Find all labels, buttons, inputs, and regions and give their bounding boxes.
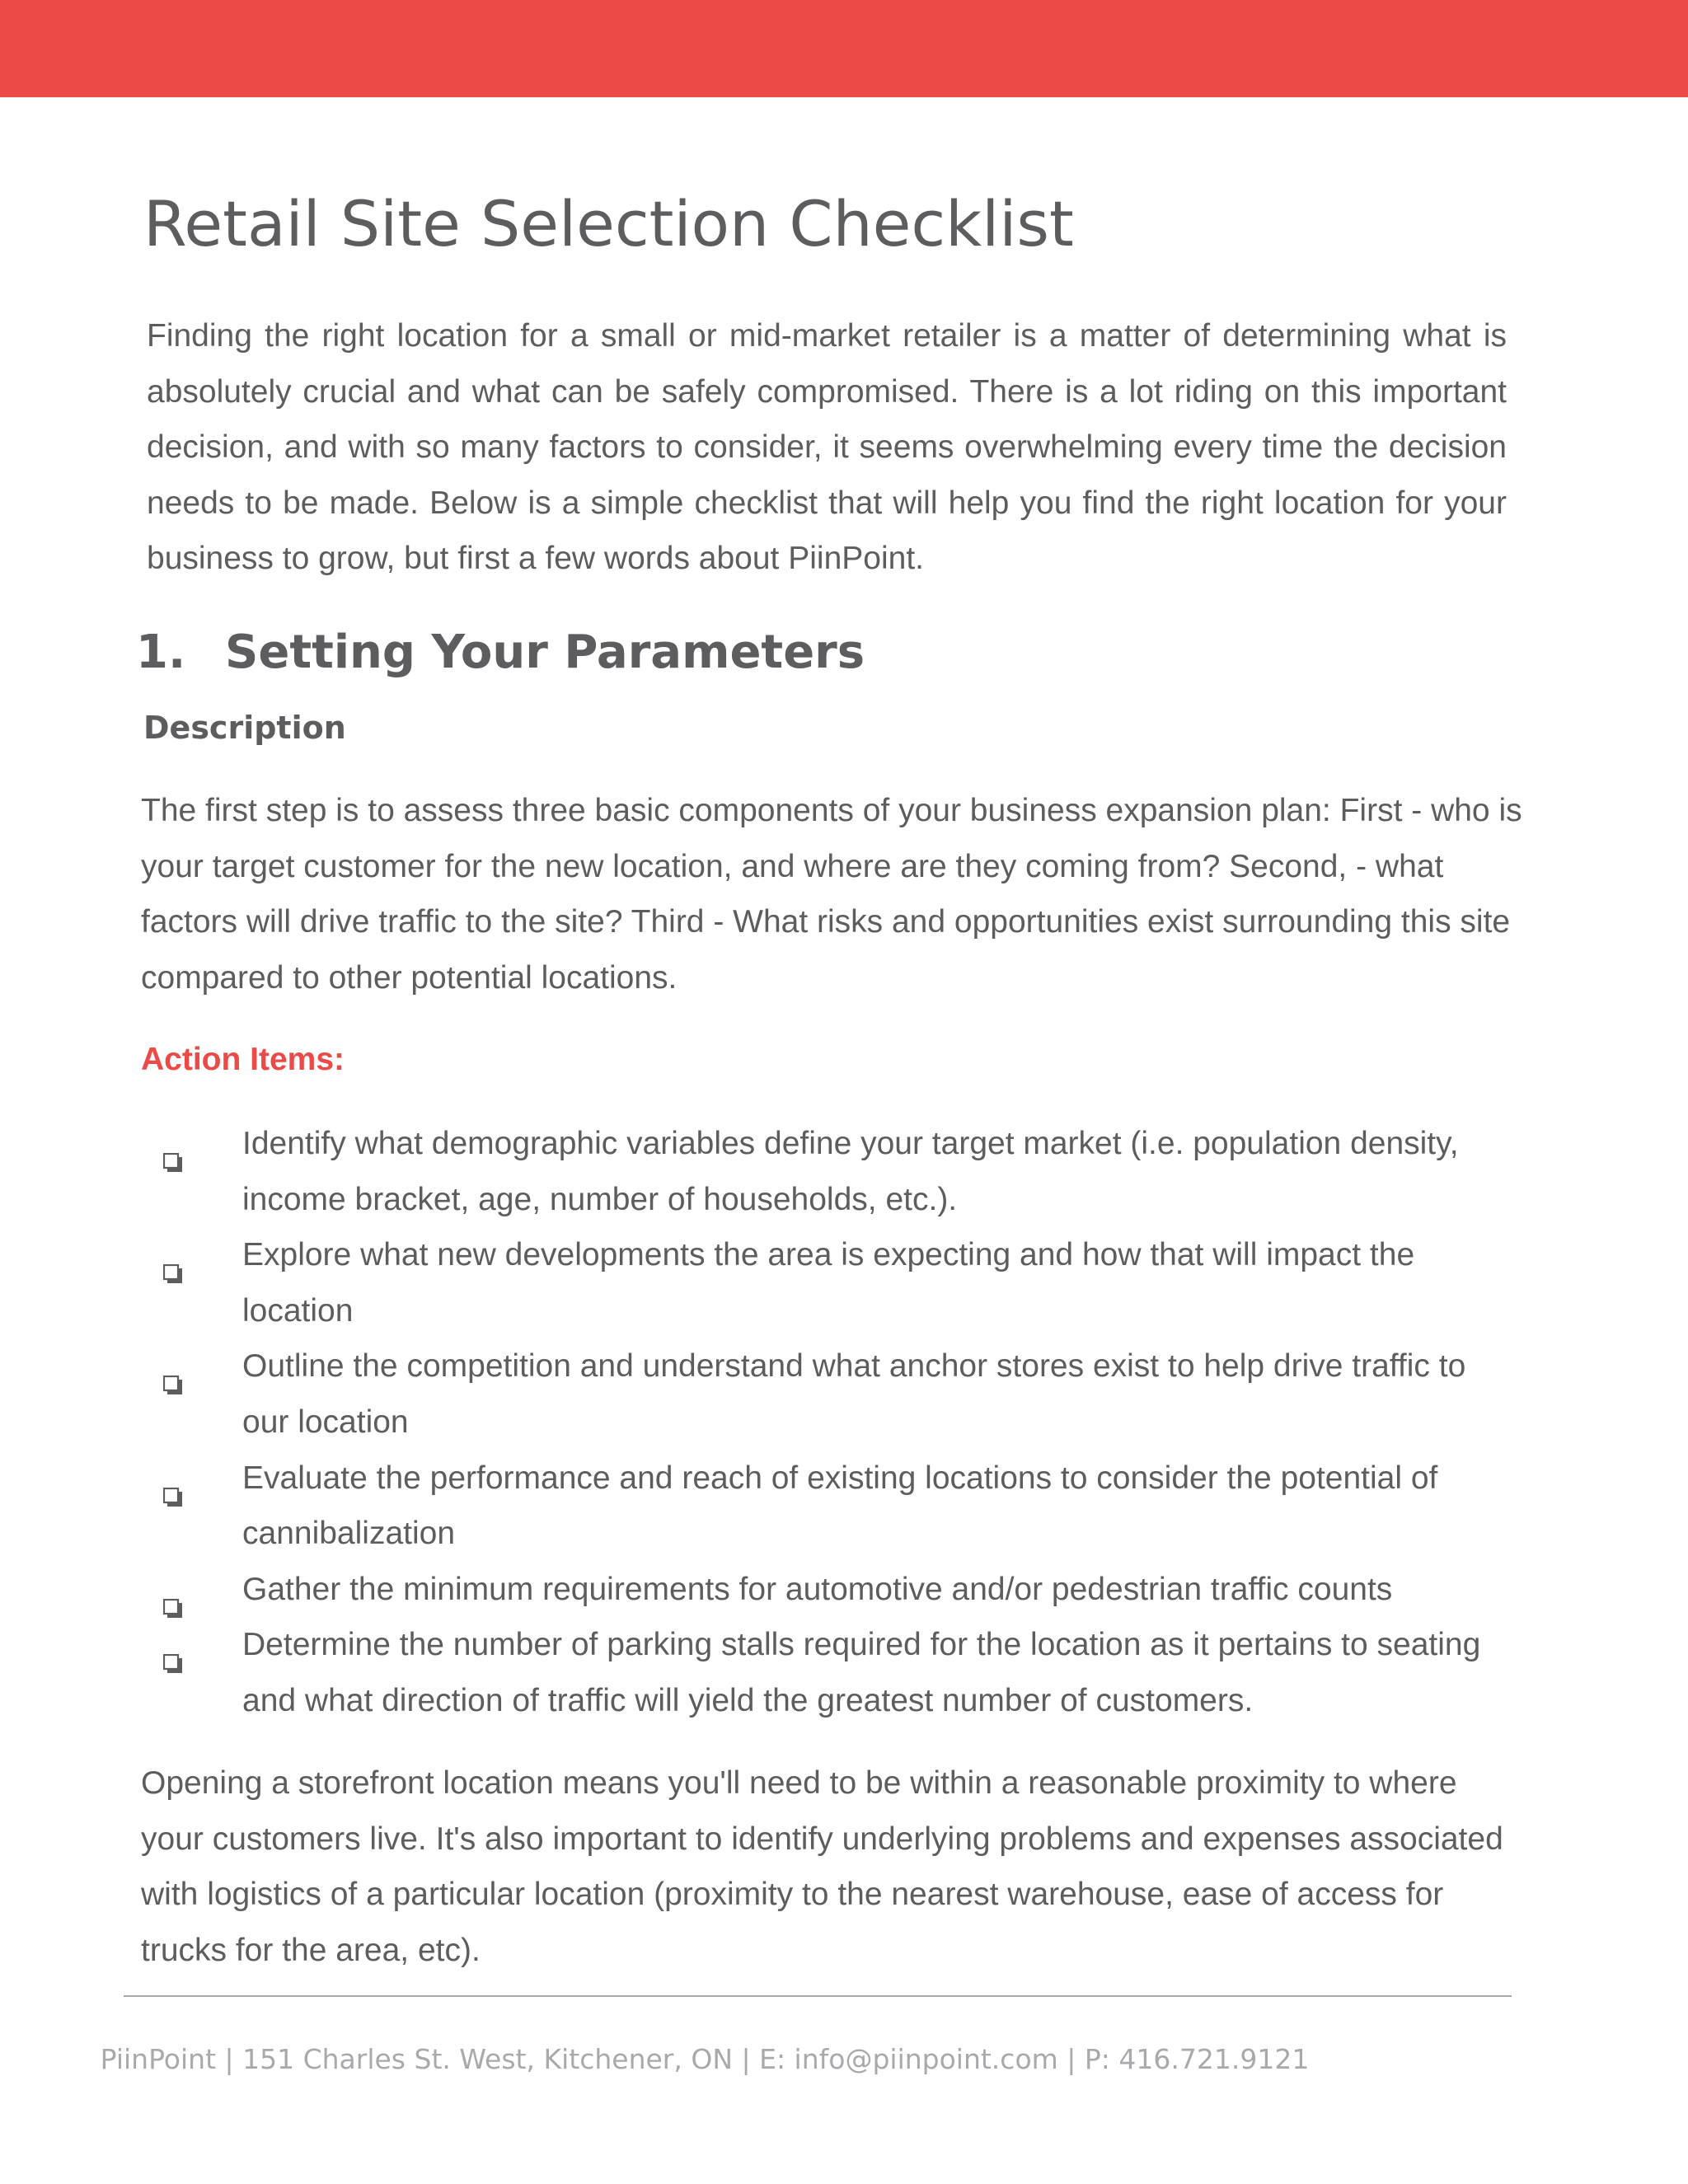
footer-divider [124, 1995, 1512, 1997]
header-accent-bar [0, 0, 1688, 97]
footer-contact: PiinPoint | 151 Charles St. West, Kitchener, ON | E: info@piinpoint.com | P: 416.721.9121 [100, 2043, 1310, 2075]
checkbox-icon [163, 1357, 183, 1377]
description-paragraph: The first step is to assess three basic components of your business expansion plan: First - who is your target customer for the new location, and where are they coming from? Second, - what factors will drive traffic to the site? Third - What risks and opportunities exist surrounding this site compared to other potential locations. [141, 793, 1522, 996]
action-item [0, 1116, 1517, 1227]
action-item [0, 1338, 1517, 1450]
checkbox-icon [163, 1246, 183, 1266]
checkbox-icon [163, 1581, 183, 1601]
action-item-text: Identify what demographic variables define your target market (i.e. population density, income bracket, age, number of households, etc.). [242, 1126, 1459, 1217]
checkbox-icon [163, 1469, 183, 1489]
description-heading: Description [143, 710, 346, 746]
action-items-heading: Action Items: [141, 1042, 345, 1077]
action-items-list [0, 1116, 1688, 1729]
intro-paragraph: Finding the right location for a small or mid-market retailer is a matter of determining what is absolutely crucial and what can be safely compromised. There is a lot riding on this important decision, and with so many factors to consider, it seems overwhelming every time the decision needs to be made. Below is a simple checklist that will help you find the right location for your business to grow, but first a few words about PiinPoint. [147, 318, 1507, 577]
action-item [0, 1451, 1517, 1562]
section-title: Setting Your Parameters [225, 626, 865, 679]
action-item [0, 1227, 1517, 1338]
section-number: 1. [136, 626, 186, 679]
page-title: Retail Site Selection Checklist [143, 187, 1074, 260]
checkbox-icon [163, 1135, 183, 1155]
checkbox-icon [163, 1636, 183, 1656]
closing-paragraph: Opening a storefront location means you'll need to be within a reasonable proximity to where your customers live. It's also important to identify underlying problems and expenses associated with logistics of a particular location (proximity to the nearest warehouse, ease of access for trucks for the area, etc). [141, 1765, 1503, 1968]
section-heading [136, 620, 865, 686]
action-item-text: Evaluate the performance and reach of existing locations to consider the potential of cannibalization [242, 1460, 1438, 1552]
action-item-text: Explore what new developments the area is expecting and how that will impact the location [242, 1237, 1415, 1329]
action-item-text: Determine the number of parking stalls required for the location as it pertains to seating and what direction of traffic will yield the greatest number of customers. [242, 1627, 1481, 1718]
action-item-text: Gather the minimum requirements for automotive and/or pedestrian traffic counts [242, 1571, 1393, 1607]
action-item [0, 1562, 1517, 1618]
action-item-text: Outline the competition and understand what anchor stores exist to help drive traffic to our location [242, 1348, 1466, 1440]
action-item [0, 1617, 1517, 1728]
